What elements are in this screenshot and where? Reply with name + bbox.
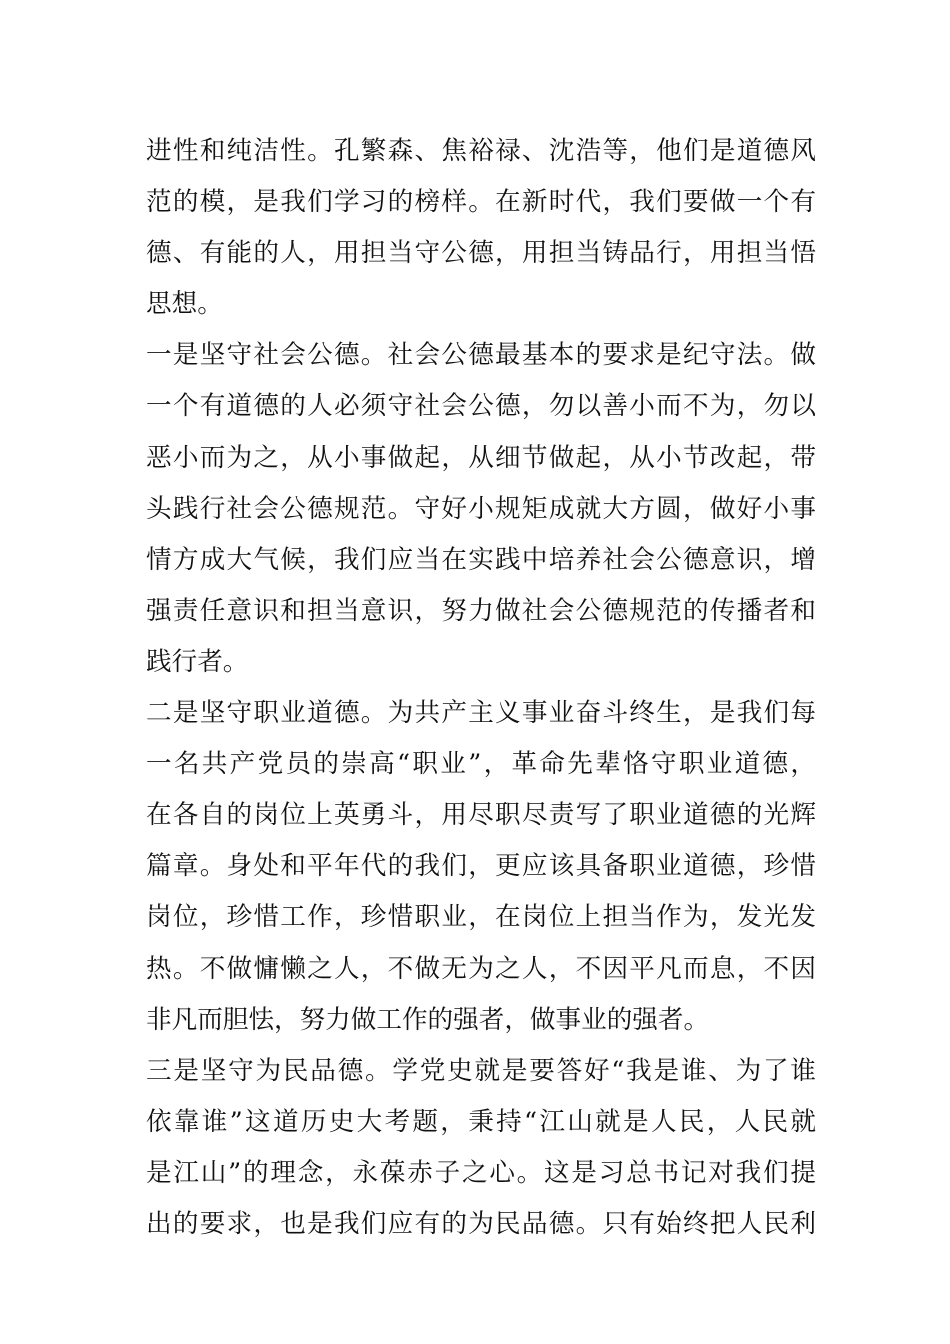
text-line: 思想。 [146, 289, 223, 320]
paragraph-3 [146, 688, 816, 1046]
paragraph-1 [146, 126, 816, 330]
text-line: 一名共产党员的崇高“职业”，革命先辈恪守职业道德， [146, 749, 816, 780]
text-line: 二是坚守职业道德。为共产主义事业奋斗终生，是我们每 [146, 698, 816, 729]
text-line: 三是坚守为民品德。学党史就是要答好“我是谁、为了谁 [146, 1055, 816, 1086]
text-line: 德、有能的人，用担当守公德，用担当铸品行，用担当悟 [146, 238, 816, 269]
text-line: 热。不做慵懒之人，不做无为之人，不因平凡而息，不因 [146, 953, 816, 984]
text-line: 在各自的岗位上英勇斗，用尽职尽责写了职业道德的光辉 [146, 800, 816, 831]
text-line: 依靠谁”这道历史大考题，秉持“江山就是人民，人民就 [146, 1106, 816, 1137]
text-line: 范的模，是我们学习的榜样。在新时代，我们要做一个有 [146, 187, 816, 218]
text-line: 一是坚守社会公德。社会公德最基本的要求是纪守法。做 [146, 340, 816, 371]
document-body [146, 126, 816, 1250]
text-line: 头践行社会公德规范。守好小规矩成就大方圆，做好小事 [146, 493, 816, 524]
text-line: 篇章。身处和平年代的我们，更应该具备职业道德，珍惜 [146, 851, 816, 882]
text-line: 践行者。 [146, 646, 249, 677]
paragraph-4 [146, 1046, 816, 1250]
text-line: 出的要求，也是我们应有的为民品德。只有始终把人民利 [146, 1208, 816, 1239]
text-line: 非凡而胆怯，努力做工作的强者，做事业的强者。 [146, 1004, 710, 1035]
text-line: 情方成大气候，我们应当在实践中培养社会公德意识，增 [146, 544, 816, 575]
text-line: 强责任意识和担当意识，努力做社会公德规范的传播者和 [146, 595, 816, 626]
text-line: 是江山”的理念，永葆赤子之心。这是习总书记对我们提 [146, 1157, 816, 1188]
text-line: 岗位，珍惜工作，珍惜职业，在岗位上担当作为，发光发 [146, 902, 816, 933]
text-line: 进性和纯洁性。孔繁森、焦裕禄、沈浩等，他们是道德风 [146, 136, 816, 166]
paragraph-2 [146, 330, 816, 688]
text-line: 恶小而为之，从小事做起，从细节做起，从小节改起，带 [146, 442, 816, 473]
text-line: 一个有道德的人必须守社会公德，勿以善小而不为，勿以 [146, 391, 816, 422]
